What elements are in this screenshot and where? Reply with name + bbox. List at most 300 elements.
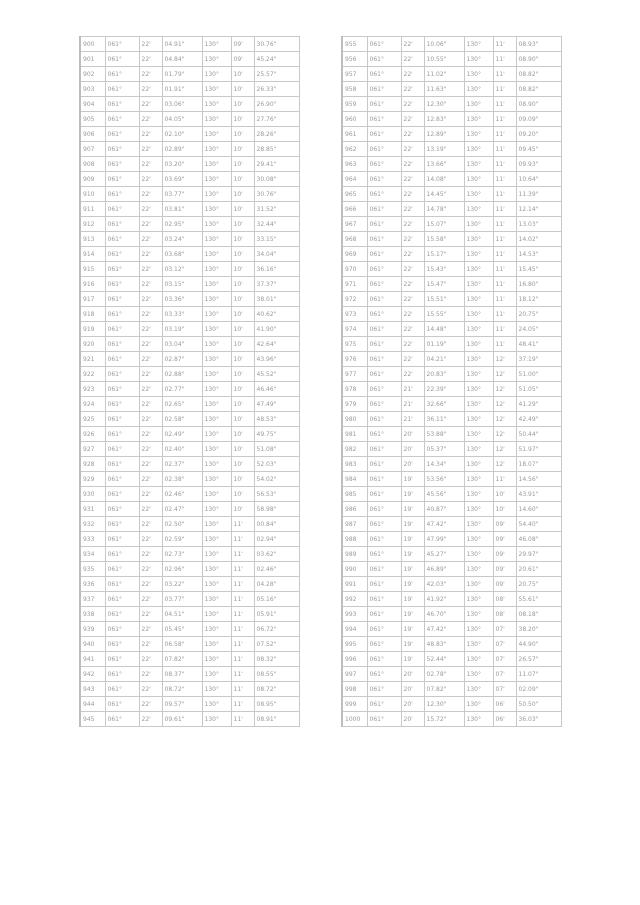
table-row bbox=[342, 547, 561, 562]
lat-degrees-cell: 061° bbox=[105, 277, 139, 292]
lat-minutes-cell: 22' bbox=[139, 667, 162, 682]
point-number-cell: 979 bbox=[342, 397, 367, 412]
lon-seconds-cell: 50.44" bbox=[516, 427, 561, 442]
lon-minutes-cell: 09' bbox=[231, 52, 254, 67]
lon-degrees-cell: 130° bbox=[202, 382, 231, 397]
lon-minutes-cell: 10' bbox=[231, 337, 254, 352]
lat-seconds-cell: 02.38" bbox=[162, 472, 202, 487]
lon-seconds-cell: 46.08" bbox=[516, 532, 561, 547]
table-row bbox=[342, 442, 561, 457]
lat-minutes-cell: 22' bbox=[401, 247, 424, 262]
lat-degrees-cell: 061° bbox=[367, 337, 401, 352]
lat-minutes-cell: 22' bbox=[401, 142, 424, 157]
lat-degrees-cell: 061° bbox=[367, 607, 401, 622]
lat-seconds-cell: 14.78" bbox=[424, 202, 464, 217]
point-number-cell: 926 bbox=[80, 427, 105, 442]
lat-seconds-cell: 03.22" bbox=[162, 577, 202, 592]
point-number-cell: 945 bbox=[80, 712, 105, 727]
lat-degrees-cell: 061° bbox=[105, 382, 139, 397]
lat-degrees-cell: 061° bbox=[105, 262, 139, 277]
lat-seconds-cell: 45.27" bbox=[424, 547, 464, 562]
lon-degrees-cell: 130° bbox=[464, 517, 493, 532]
lon-minutes-cell: 07' bbox=[493, 652, 516, 667]
lon-seconds-cell: 08.90" bbox=[516, 52, 561, 67]
point-number-cell: 902 bbox=[80, 67, 105, 82]
table-row bbox=[342, 562, 561, 577]
lon-minutes-cell: 10' bbox=[231, 127, 254, 142]
table-row bbox=[80, 397, 299, 412]
lon-degrees-cell: 130° bbox=[202, 187, 231, 202]
lon-seconds-cell: 44.90" bbox=[516, 637, 561, 652]
table-row bbox=[342, 667, 561, 682]
lon-minutes-cell: 11' bbox=[493, 52, 516, 67]
point-number-cell: 906 bbox=[80, 127, 105, 142]
lon-degrees-cell: 130° bbox=[202, 82, 231, 97]
lon-minutes-cell: 10' bbox=[231, 157, 254, 172]
lat-minutes-cell: 22' bbox=[139, 367, 162, 382]
lon-seconds-cell: 28.85" bbox=[254, 142, 299, 157]
point-number-cell: 971 bbox=[342, 277, 367, 292]
lon-degrees-cell: 130° bbox=[464, 277, 493, 292]
lat-degrees-cell: 061° bbox=[367, 547, 401, 562]
lon-degrees-cell: 130° bbox=[464, 592, 493, 607]
lat-minutes-cell: 22' bbox=[139, 682, 162, 697]
lon-minutes-cell: 12' bbox=[493, 442, 516, 457]
lat-seconds-cell: 41.92" bbox=[424, 592, 464, 607]
lon-minutes-cell: 12' bbox=[493, 412, 516, 427]
lon-seconds-cell: 36.03" bbox=[516, 712, 561, 727]
lon-seconds-cell: 08.90" bbox=[516, 97, 561, 112]
table-row bbox=[342, 307, 561, 322]
lon-seconds-cell: 40.62" bbox=[254, 307, 299, 322]
lat-seconds-cell: 15.55" bbox=[424, 307, 464, 322]
lon-minutes-cell: 10' bbox=[231, 112, 254, 127]
table-row bbox=[342, 292, 561, 307]
point-number-cell: 956 bbox=[342, 52, 367, 67]
table-row bbox=[80, 157, 299, 172]
lon-minutes-cell: 10' bbox=[231, 412, 254, 427]
table-row bbox=[80, 532, 299, 547]
lon-degrees-cell: 130° bbox=[202, 112, 231, 127]
lon-seconds-cell: 43.96" bbox=[254, 352, 299, 367]
lon-seconds-cell: 37.19" bbox=[516, 352, 561, 367]
lat-seconds-cell: 52.44" bbox=[424, 652, 464, 667]
lat-seconds-cell: 02.65" bbox=[162, 397, 202, 412]
lat-degrees-cell: 061° bbox=[367, 517, 401, 532]
lat-degrees-cell: 061° bbox=[367, 562, 401, 577]
lat-minutes-cell: 19' bbox=[401, 592, 424, 607]
lon-minutes-cell: 10' bbox=[493, 487, 516, 502]
lat-minutes-cell: 22' bbox=[139, 352, 162, 367]
lon-degrees-cell: 130° bbox=[202, 592, 231, 607]
lat-seconds-cell: 03.12" bbox=[162, 262, 202, 277]
lon-seconds-cell: 18.07" bbox=[516, 457, 561, 472]
lat-minutes-cell: 22' bbox=[139, 172, 162, 187]
lat-seconds-cell: 15.43" bbox=[424, 262, 464, 277]
table-row bbox=[80, 562, 299, 577]
lon-degrees-cell: 130° bbox=[202, 547, 231, 562]
lon-degrees-cell: 130° bbox=[202, 247, 231, 262]
lon-seconds-cell: 30.76" bbox=[254, 37, 299, 52]
lat-seconds-cell: 02.50" bbox=[162, 517, 202, 532]
lat-degrees-cell: 061° bbox=[367, 472, 401, 487]
lat-degrees-cell: 061° bbox=[105, 697, 139, 712]
lon-seconds-cell: 06.72" bbox=[254, 622, 299, 637]
lon-seconds-cell: 11.39" bbox=[516, 187, 561, 202]
lon-minutes-cell: 11' bbox=[493, 112, 516, 127]
lon-seconds-cell: 41.90" bbox=[254, 322, 299, 337]
table-row bbox=[342, 682, 561, 697]
lat-degrees-cell: 061° bbox=[367, 82, 401, 97]
lat-seconds-cell: 04.51" bbox=[162, 607, 202, 622]
lon-degrees-cell: 130° bbox=[202, 712, 231, 727]
lon-degrees-cell: 130° bbox=[464, 547, 493, 562]
table-row bbox=[80, 502, 299, 517]
lon-seconds-cell: 02.09" bbox=[516, 682, 561, 697]
point-number-cell: 957 bbox=[342, 67, 367, 82]
lon-degrees-cell: 130° bbox=[202, 262, 231, 277]
lon-minutes-cell: 12' bbox=[493, 367, 516, 382]
lat-seconds-cell: 03.33" bbox=[162, 307, 202, 322]
lon-seconds-cell: 36.16" bbox=[254, 262, 299, 277]
lat-seconds-cell: 12.30" bbox=[424, 697, 464, 712]
lon-seconds-cell: 54.02" bbox=[254, 472, 299, 487]
point-number-cell: 941 bbox=[80, 652, 105, 667]
lon-minutes-cell: 11' bbox=[493, 97, 516, 112]
lon-degrees-cell: 130° bbox=[464, 187, 493, 202]
lon-minutes-cell: 11' bbox=[493, 172, 516, 187]
lat-minutes-cell: 19' bbox=[401, 532, 424, 547]
point-number-cell: 988 bbox=[342, 532, 367, 547]
table-row bbox=[342, 382, 561, 397]
lon-seconds-cell: 47.49" bbox=[254, 397, 299, 412]
lon-seconds-cell: 51.00" bbox=[516, 367, 561, 382]
lon-degrees-cell: 130° bbox=[202, 52, 231, 67]
table-row bbox=[342, 157, 561, 172]
lon-minutes-cell: 10' bbox=[231, 307, 254, 322]
lon-minutes-cell: 11' bbox=[493, 292, 516, 307]
table-row bbox=[80, 667, 299, 682]
lon-minutes-cell: 11' bbox=[231, 637, 254, 652]
lon-seconds-cell: 05.91" bbox=[254, 607, 299, 622]
lat-minutes-cell: 19' bbox=[401, 472, 424, 487]
lon-minutes-cell: 10' bbox=[231, 67, 254, 82]
lon-degrees-cell: 130° bbox=[202, 667, 231, 682]
lat-minutes-cell: 19' bbox=[401, 502, 424, 517]
lon-minutes-cell: 11' bbox=[231, 532, 254, 547]
lat-minutes-cell: 22' bbox=[139, 157, 162, 172]
lon-degrees-cell: 130° bbox=[464, 322, 493, 337]
lat-seconds-cell: 12.83" bbox=[424, 112, 464, 127]
point-number-cell: 933 bbox=[80, 532, 105, 547]
lon-minutes-cell: 10' bbox=[231, 202, 254, 217]
lat-degrees-cell: 061° bbox=[367, 712, 401, 727]
lat-minutes-cell: 22' bbox=[139, 427, 162, 442]
lon-minutes-cell: 10' bbox=[231, 427, 254, 442]
lon-minutes-cell: 11' bbox=[231, 652, 254, 667]
lat-degrees-cell: 061° bbox=[105, 397, 139, 412]
lon-degrees-cell: 130° bbox=[202, 457, 231, 472]
lat-minutes-cell: 22' bbox=[401, 52, 424, 67]
point-number-cell: 942 bbox=[80, 667, 105, 682]
point-number-cell: 961 bbox=[342, 127, 367, 142]
lon-minutes-cell: 10' bbox=[231, 82, 254, 97]
lat-minutes-cell: 22' bbox=[401, 67, 424, 82]
lat-degrees-cell: 061° bbox=[105, 292, 139, 307]
lat-seconds-cell: 13.66" bbox=[424, 157, 464, 172]
table-row bbox=[80, 697, 299, 712]
lat-seconds-cell: 46.89" bbox=[424, 562, 464, 577]
lon-degrees-cell: 130° bbox=[202, 532, 231, 547]
lat-degrees-cell: 061° bbox=[105, 517, 139, 532]
point-number-cell: 992 bbox=[342, 592, 367, 607]
point-number-cell: 905 bbox=[80, 112, 105, 127]
lat-minutes-cell: 22' bbox=[401, 352, 424, 367]
lat-minutes-cell: 22' bbox=[401, 97, 424, 112]
lon-minutes-cell: 11' bbox=[493, 472, 516, 487]
lon-minutes-cell: 10' bbox=[231, 172, 254, 187]
table-row bbox=[80, 277, 299, 292]
lat-degrees-cell: 061° bbox=[105, 652, 139, 667]
lat-degrees-cell: 061° bbox=[367, 172, 401, 187]
lon-seconds-cell: 29.41" bbox=[254, 157, 299, 172]
lat-seconds-cell: 03.20" bbox=[162, 157, 202, 172]
point-number-cell: 921 bbox=[80, 352, 105, 367]
lon-degrees-cell: 130° bbox=[202, 607, 231, 622]
table-row bbox=[342, 67, 561, 82]
lat-minutes-cell: 22' bbox=[139, 262, 162, 277]
lon-minutes-cell: 11' bbox=[231, 577, 254, 592]
lon-seconds-cell: 12.14" bbox=[516, 202, 561, 217]
lat-minutes-cell: 22' bbox=[401, 217, 424, 232]
lat-seconds-cell: 53.56" bbox=[424, 472, 464, 487]
lat-minutes-cell: 22' bbox=[139, 82, 162, 97]
lon-minutes-cell: 12' bbox=[493, 382, 516, 397]
lat-degrees-cell: 061° bbox=[105, 67, 139, 82]
lat-minutes-cell: 22' bbox=[139, 292, 162, 307]
table-row bbox=[80, 322, 299, 337]
lat-seconds-cell: 06.58" bbox=[162, 637, 202, 652]
lon-minutes-cell: 10' bbox=[231, 442, 254, 457]
lat-degrees-cell: 061° bbox=[105, 607, 139, 622]
point-number-cell: 900 bbox=[80, 37, 105, 52]
lat-minutes-cell: 22' bbox=[139, 442, 162, 457]
lon-degrees-cell: 130° bbox=[464, 682, 493, 697]
point-number-cell: 960 bbox=[342, 112, 367, 127]
lat-degrees-cell: 061° bbox=[367, 457, 401, 472]
table-row bbox=[80, 457, 299, 472]
lat-seconds-cell: 11.02" bbox=[424, 67, 464, 82]
lat-degrees-cell: 061° bbox=[367, 217, 401, 232]
lat-minutes-cell: 22' bbox=[401, 322, 424, 337]
table-row bbox=[342, 427, 561, 442]
lon-minutes-cell: 10' bbox=[231, 232, 254, 247]
point-number-cell: 911 bbox=[80, 202, 105, 217]
lon-minutes-cell: 10' bbox=[231, 397, 254, 412]
lat-minutes-cell: 22' bbox=[139, 37, 162, 52]
lon-degrees-cell: 130° bbox=[202, 307, 231, 322]
lon-degrees-cell: 130° bbox=[464, 442, 493, 457]
lat-minutes-cell: 20' bbox=[401, 457, 424, 472]
lon-degrees-cell: 130° bbox=[464, 217, 493, 232]
lat-degrees-cell: 061° bbox=[105, 457, 139, 472]
lat-seconds-cell: 07.82" bbox=[162, 652, 202, 667]
lat-seconds-cell: 02.73" bbox=[162, 547, 202, 562]
lon-degrees-cell: 130° bbox=[464, 487, 493, 502]
lon-seconds-cell: 42.64" bbox=[254, 337, 299, 352]
lat-degrees-cell: 061° bbox=[367, 502, 401, 517]
lat-degrees-cell: 061° bbox=[367, 277, 401, 292]
lon-minutes-cell: 11' bbox=[493, 127, 516, 142]
lat-degrees-cell: 061° bbox=[105, 232, 139, 247]
point-number-cell: 968 bbox=[342, 232, 367, 247]
lat-degrees-cell: 061° bbox=[367, 247, 401, 262]
lat-seconds-cell: 04.21" bbox=[424, 352, 464, 367]
lat-seconds-cell: 02.10" bbox=[162, 127, 202, 142]
lon-minutes-cell: 12' bbox=[493, 457, 516, 472]
table-row bbox=[80, 547, 299, 562]
lon-seconds-cell: 00.84" bbox=[254, 517, 299, 532]
lon-minutes-cell: 11' bbox=[493, 232, 516, 247]
lon-degrees-cell: 130° bbox=[202, 562, 231, 577]
lat-minutes-cell: 22' bbox=[139, 562, 162, 577]
lon-minutes-cell: 08' bbox=[493, 607, 516, 622]
lat-seconds-cell: 02.88" bbox=[162, 367, 202, 382]
table-row bbox=[342, 37, 561, 52]
lat-seconds-cell: 04.05" bbox=[162, 112, 202, 127]
lat-degrees-cell: 061° bbox=[105, 157, 139, 172]
lat-degrees-cell: 061° bbox=[105, 202, 139, 217]
lon-seconds-cell: 30.76" bbox=[254, 187, 299, 202]
point-number-cell: 958 bbox=[342, 82, 367, 97]
point-number-cell: 981 bbox=[342, 427, 367, 442]
table-row bbox=[80, 52, 299, 67]
table-row bbox=[80, 682, 299, 697]
lon-seconds-cell: 26.33" bbox=[254, 82, 299, 97]
lat-minutes-cell: 21' bbox=[401, 382, 424, 397]
lat-minutes-cell: 19' bbox=[401, 487, 424, 502]
lat-seconds-cell: 15.17" bbox=[424, 247, 464, 262]
lon-minutes-cell: 07' bbox=[493, 622, 516, 637]
lat-minutes-cell: 19' bbox=[401, 622, 424, 637]
lon-minutes-cell: 09' bbox=[493, 547, 516, 562]
table-row bbox=[80, 337, 299, 352]
lat-degrees-cell: 061° bbox=[105, 187, 139, 202]
lon-seconds-cell: 20.75" bbox=[516, 577, 561, 592]
table-row bbox=[80, 517, 299, 532]
point-number-cell: 916 bbox=[80, 277, 105, 292]
table-row bbox=[80, 112, 299, 127]
lat-seconds-cell: 10.06" bbox=[424, 37, 464, 52]
table-row bbox=[80, 592, 299, 607]
lat-degrees-cell: 061° bbox=[105, 52, 139, 67]
lat-minutes-cell: 22' bbox=[139, 187, 162, 202]
lon-seconds-cell: 56.53" bbox=[254, 487, 299, 502]
lat-degrees-cell: 061° bbox=[105, 412, 139, 427]
lat-minutes-cell: 19' bbox=[401, 547, 424, 562]
lat-minutes-cell: 19' bbox=[401, 517, 424, 532]
point-number-cell: 977 bbox=[342, 367, 367, 382]
point-number-cell: 914 bbox=[80, 247, 105, 262]
table-row bbox=[80, 607, 299, 622]
lon-seconds-cell: 29.97" bbox=[516, 547, 561, 562]
lon-degrees-cell: 130° bbox=[202, 292, 231, 307]
lon-minutes-cell: 09' bbox=[493, 532, 516, 547]
lat-seconds-cell: 02.47" bbox=[162, 502, 202, 517]
table-row bbox=[80, 97, 299, 112]
lat-seconds-cell: 03.04" bbox=[162, 337, 202, 352]
table-row bbox=[80, 427, 299, 442]
point-number-cell: 920 bbox=[80, 337, 105, 352]
point-number-cell: 967 bbox=[342, 217, 367, 232]
lon-seconds-cell: 48.53" bbox=[254, 412, 299, 427]
lon-degrees-cell: 130° bbox=[464, 412, 493, 427]
lon-degrees-cell: 130° bbox=[202, 577, 231, 592]
point-number-cell: 991 bbox=[342, 577, 367, 592]
lon-minutes-cell: 10' bbox=[493, 502, 516, 517]
lon-degrees-cell: 130° bbox=[464, 577, 493, 592]
point-number-cell: 998 bbox=[342, 682, 367, 697]
point-number-cell: 927 bbox=[80, 442, 105, 457]
point-number-cell: 932 bbox=[80, 517, 105, 532]
lon-degrees-cell: 130° bbox=[202, 487, 231, 502]
lat-minutes-cell: 22' bbox=[139, 112, 162, 127]
lat-degrees-cell: 061° bbox=[367, 412, 401, 427]
table-row bbox=[342, 277, 561, 292]
lat-degrees-cell: 061° bbox=[367, 487, 401, 502]
point-number-cell: 994 bbox=[342, 622, 367, 637]
table-row bbox=[342, 262, 561, 277]
lat-seconds-cell: 03.81" bbox=[162, 202, 202, 217]
lon-seconds-cell: 18.12" bbox=[516, 292, 561, 307]
lon-minutes-cell: 11' bbox=[231, 697, 254, 712]
lon-minutes-cell: 06' bbox=[493, 712, 516, 727]
table-row bbox=[80, 67, 299, 82]
lon-minutes-cell: 10' bbox=[231, 502, 254, 517]
lon-minutes-cell: 11' bbox=[493, 37, 516, 52]
lat-minutes-cell: 22' bbox=[401, 172, 424, 187]
lon-seconds-cell: 04.28" bbox=[254, 577, 299, 592]
lon-degrees-cell: 130° bbox=[202, 427, 231, 442]
lon-minutes-cell: 10' bbox=[231, 187, 254, 202]
lat-minutes-cell: 22' bbox=[139, 322, 162, 337]
lat-minutes-cell: 22' bbox=[139, 202, 162, 217]
lat-seconds-cell: 03.68" bbox=[162, 247, 202, 262]
lon-degrees-cell: 130° bbox=[202, 202, 231, 217]
lat-seconds-cell: 03.19" bbox=[162, 322, 202, 337]
lon-seconds-cell: 45.52" bbox=[254, 367, 299, 382]
lat-seconds-cell: 09.57" bbox=[162, 697, 202, 712]
lon-minutes-cell: 09' bbox=[493, 577, 516, 592]
lat-minutes-cell: 20' bbox=[401, 697, 424, 712]
lat-degrees-cell: 061° bbox=[105, 352, 139, 367]
lat-minutes-cell: 21' bbox=[401, 397, 424, 412]
lon-seconds-cell: 14.53" bbox=[516, 247, 561, 262]
lat-minutes-cell: 22' bbox=[401, 307, 424, 322]
lon-seconds-cell: 41.29" bbox=[516, 397, 561, 412]
lon-minutes-cell: 11' bbox=[231, 607, 254, 622]
point-number-cell: 972 bbox=[342, 292, 367, 307]
lat-minutes-cell: 22' bbox=[401, 262, 424, 277]
point-number-cell: 937 bbox=[80, 592, 105, 607]
lat-degrees-cell: 061° bbox=[105, 37, 139, 52]
lat-seconds-cell: 02.89" bbox=[162, 142, 202, 157]
lat-minutes-cell: 22' bbox=[139, 712, 162, 727]
lon-degrees-cell: 130° bbox=[202, 682, 231, 697]
lat-seconds-cell: 08.72" bbox=[162, 682, 202, 697]
lat-degrees-cell: 061° bbox=[105, 562, 139, 577]
lat-degrees-cell: 061° bbox=[105, 217, 139, 232]
